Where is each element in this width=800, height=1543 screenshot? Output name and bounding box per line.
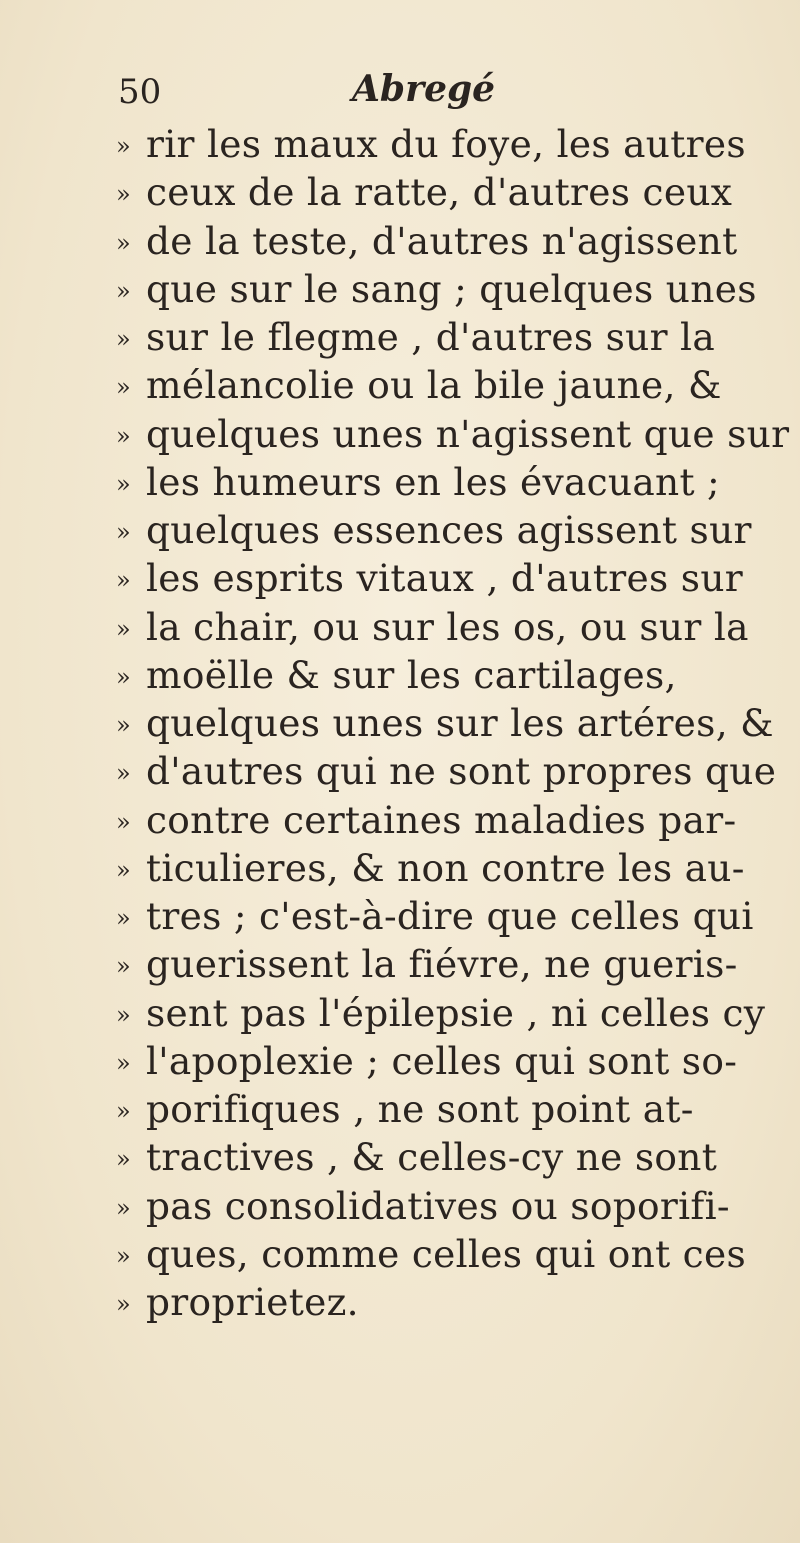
quotation-mark: »	[116, 662, 131, 691]
quotation-mark: »	[116, 1241, 131, 1270]
body-text	[116, 120, 796, 1326]
quotation-mark: »	[116, 1097, 131, 1125]
line-text: moëlle & sur les cartilages,	[146, 652, 677, 697]
text-line	[116, 1085, 796, 1133]
line-text: guerissent la fiévre, ne gueris-	[146, 942, 738, 987]
page-number: 50	[118, 72, 162, 112]
text-line	[116, 747, 796, 795]
line-text: quelques unes n'agissent que sur	[146, 411, 790, 456]
text-line	[116, 603, 796, 651]
text-line	[116, 1230, 796, 1278]
line-text: sent pas l'épilepsie , ni celles cy	[146, 990, 766, 1035]
line-text: sur le flegme , d'autres sur la	[146, 315, 715, 359]
quotation-mark: »	[116, 469, 131, 498]
line-text: proprietez.	[146, 1280, 359, 1324]
line-text: mélancolie ou la bile jaune, &	[146, 363, 722, 408]
text-line	[116, 1182, 796, 1230]
text-line	[116, 168, 796, 216]
line-text: ticulieres, & non contre les au-	[146, 845, 745, 890]
line-text: les esprits vitaux , d'autres sur	[146, 556, 744, 601]
quotation-mark: »	[116, 1193, 131, 1222]
line-text: ceux de la ratte, d'autres ceux	[146, 170, 733, 215]
quotation-mark: »	[116, 1048, 131, 1077]
quotation-mark: »	[116, 855, 131, 884]
text-line	[116, 1133, 796, 1181]
quotation-mark: »	[116, 614, 131, 643]
line-text: quelques unes sur les artéres, &	[146, 701, 774, 745]
quotation-mark: »	[116, 711, 131, 739]
text-line	[116, 554, 796, 602]
line-text: de la teste, d'autres n'agissent	[146, 218, 738, 263]
text-line	[116, 506, 796, 554]
text-line	[116, 1037, 796, 1085]
quotation-mark: »	[116, 1145, 131, 1174]
text-line	[116, 796, 796, 844]
text-line	[116, 844, 796, 892]
line-text: porifiques , ne sont point at-	[146, 1087, 694, 1131]
quotation-mark: »	[116, 180, 131, 209]
line-text: que sur le sang ; quelques unes	[146, 266, 757, 311]
line-text: l'apoplexie ; celles qui sont so-	[146, 1038, 738, 1083]
text-line	[116, 458, 796, 506]
quotation-mark: »	[116, 952, 131, 981]
text-line	[116, 361, 796, 409]
line-text: quelques essences agissent sur	[146, 508, 752, 552]
quotation-mark: »	[116, 1000, 131, 1029]
quotation-mark: »	[116, 807, 131, 836]
quotation-mark: »	[116, 759, 131, 788]
line-text: les humeurs en les évacuant ;	[146, 459, 720, 504]
line-text: pas consolidatives ou soporifi-	[146, 1183, 730, 1228]
line-text: ques, comme celles qui ont ces	[146, 1231, 747, 1276]
quotation-mark: »	[116, 132, 131, 160]
text-line	[116, 217, 796, 265]
running-title: Abregé	[352, 68, 496, 110]
line-text: la chair, ou sur les os, ou sur la	[146, 604, 749, 649]
line-text: d'autres qui ne sont propres que	[146, 749, 777, 794]
quotation-mark: »	[116, 904, 131, 932]
page-header	[0, 68, 800, 118]
quotation-mark: »	[116, 1290, 131, 1318]
text-line	[116, 892, 796, 940]
text-line	[116, 313, 796, 361]
quotation-mark: »	[116, 325, 131, 353]
text-line	[116, 989, 796, 1037]
quotation-mark: »	[116, 518, 131, 546]
quotation-mark: »	[116, 228, 131, 257]
text-line	[116, 651, 796, 699]
line-text: contre certaines maladies par-	[146, 797, 737, 842]
text-line	[116, 410, 796, 458]
line-text: tres ; c'est-à-dire que celles qui	[146, 894, 754, 938]
text-line	[116, 699, 796, 747]
text-line	[116, 265, 796, 313]
quotation-mark: »	[116, 373, 131, 402]
line-text: tractives , & celles-cy ne sont	[146, 1135, 718, 1180]
line-text: rir les maux du foye, les autres	[146, 122, 746, 166]
quotation-mark: »	[116, 276, 131, 305]
text-line	[116, 1278, 796, 1326]
quotation-mark: »	[116, 566, 131, 595]
quotation-mark: »	[116, 421, 131, 450]
text-line	[116, 940, 796, 988]
text-line	[116, 120, 796, 168]
